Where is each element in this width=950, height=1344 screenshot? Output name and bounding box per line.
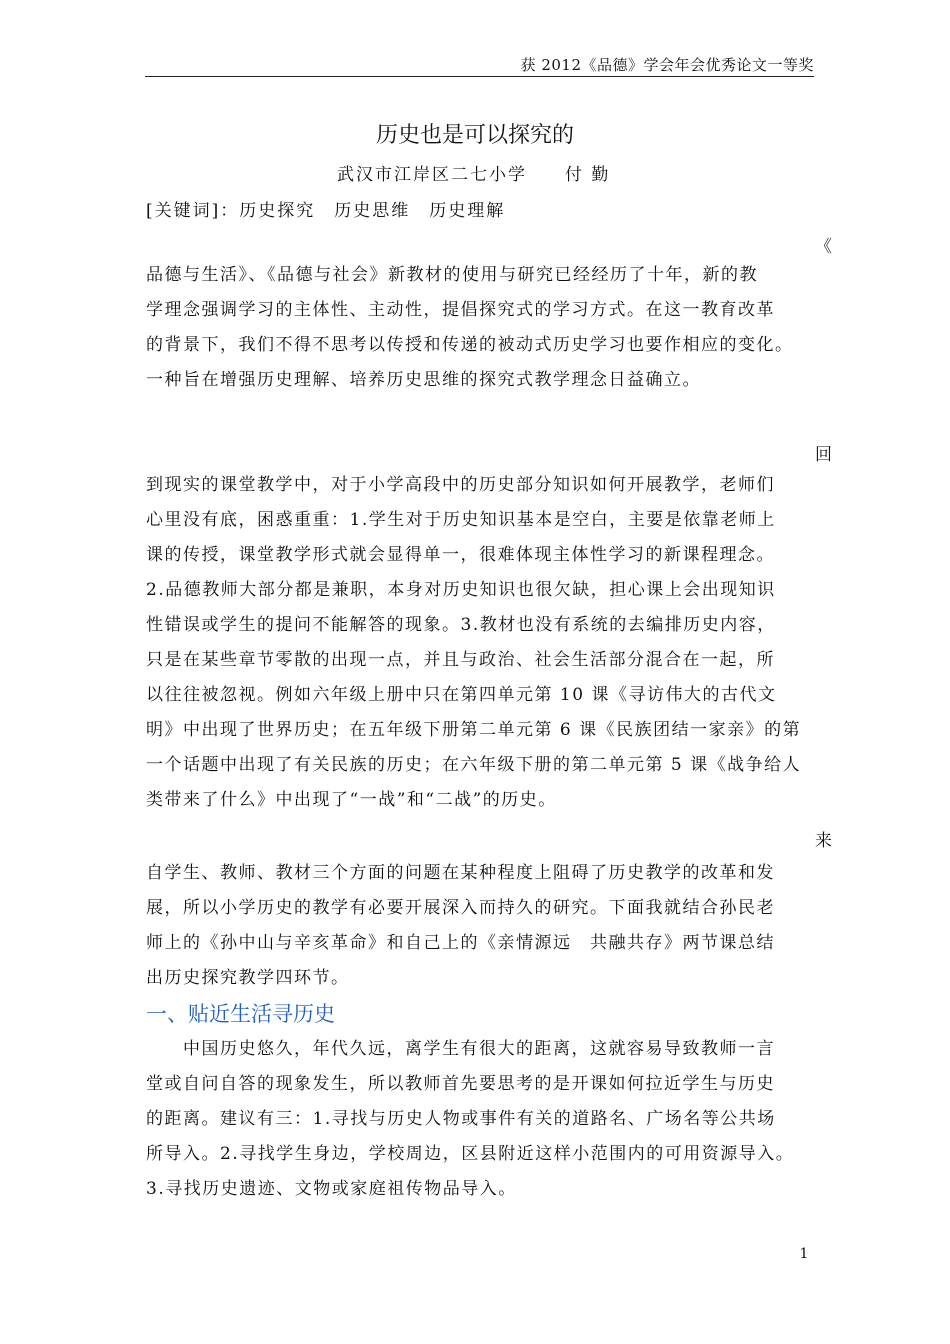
paragraph-line: 的背景下，我们不得不思考以传授和传递的被动式历史学习也要作相应的变化。 [146,335,794,355]
paragraph-line: 明》中出现了世界历史；在五年级下册第二单元第 6 课《民族团结一家亲》的第 [146,720,802,740]
paragraph-line: 心里没有底，困惑重重：1.学生对于历史知识基本是空白，主要是依靠老师上 [146,510,776,530]
keywords-line: [关键词]：历史探究 历史思维 历史理解 [146,201,506,221]
paragraph-line: 堂或自问自答的现象发生，所以教师首先要思考的是开课如何拉近学生与历史 [146,1074,775,1094]
page-number: 1 [799,1246,809,1262]
paragraph-line: 到现实的课堂教学中，对于小学高段中的历史部分知识如何开展教学，老师们 [146,475,775,495]
paragraph-line: 学理念强调学习的主体性、主动性，提倡探究式的学习方式。在这一教育改革 [146,300,775,320]
paragraph-line: 自学生、教师、教材三个方面的问题在某种程度上阻碍了历史教学的改革和发 [146,863,775,883]
stray-char-3: 来 [815,831,832,851]
header-divider [145,76,814,77]
paragraph-line: 以往往被忽视。例如六年级上册中只在第四单元第 10 课《寻访伟大的古代文 [146,685,777,705]
paragraph-line: 师上的《孙中山与辛亥革命》和自己上的《亲情源远 共融共存》两节课总结 [146,933,775,953]
document-title: 历史也是可以探究的 [375,123,574,148]
paragraph-line: 只是在某些章节零散的出现一点，并且与政治、社会生活部分混合在一起，所 [146,650,775,670]
paragraph-line: 性错误或学生的提问不能解答的现象。3.教材也没有系统的去编排历史内容， [146,615,776,635]
paragraph-line: 中国历史悠久，年代久远，离学生有很大的距离，这就容易导致教师一言 [146,1039,775,1059]
paragraph-line: 课的传授，课堂教学形式就会显得单一，很难体现主体性学习的新课程理念。 [146,545,775,565]
stray-char-1: 《 [815,237,832,257]
paragraph-3 [146,856,810,996]
paragraph-line: 一个话题中出现了有关民族的历史；在六年级下册的第二单元第 5 课《战争给人 [146,755,802,775]
paragraph-line: 品德与生活》、《品德与社会》新教材的使用与研究已经经历了十年，新的教 [146,265,758,285]
stray-char-2: 回 [815,445,832,465]
paragraph-line: 展，所以小学历史的教学有必要开展深入而持久的研究。下面我就结合孙民老 [146,898,775,918]
paragraph-line: 一种旨在增强历史理解、培养历史思维的探究式教学理念日益确立。 [146,370,701,390]
paragraph-line: 类带来了什么》中出现了“一战”和“二战”的历史。 [146,790,557,810]
paragraph-line: 出历史探究教学四环节。 [146,968,350,988]
paragraph-4 [146,1032,810,1207]
author-line: 武汉市江岸区二七小学 付 勤 [337,165,611,185]
paragraph-line: 2.品德教师大部分都是兼职，本身对历史知识也很欠缺，担心课上会出现知识 [146,580,776,600]
paragraph-line: 所导入。2.寻找学生身边，学校周边，区县附近这样小范围内的可用资源导入。 [146,1144,795,1164]
header-award-text: 获 2012《品德》学会年会优秀论文一等奖 [520,56,814,74]
paragraph-2 [146,468,810,818]
section-heading: 一、贴近生活寻历史 [146,1002,335,1026]
paragraph-line: 3.寻找历史遗迹、文物或家庭祖传物品导入。 [146,1179,517,1199]
page-number-container [0,1246,950,1262]
paragraph-line: 的距离。建议有三：1.寻找与历史人物或事件有关的道路名、广场名等公共场 [146,1109,776,1129]
paragraph-1 [146,258,810,398]
